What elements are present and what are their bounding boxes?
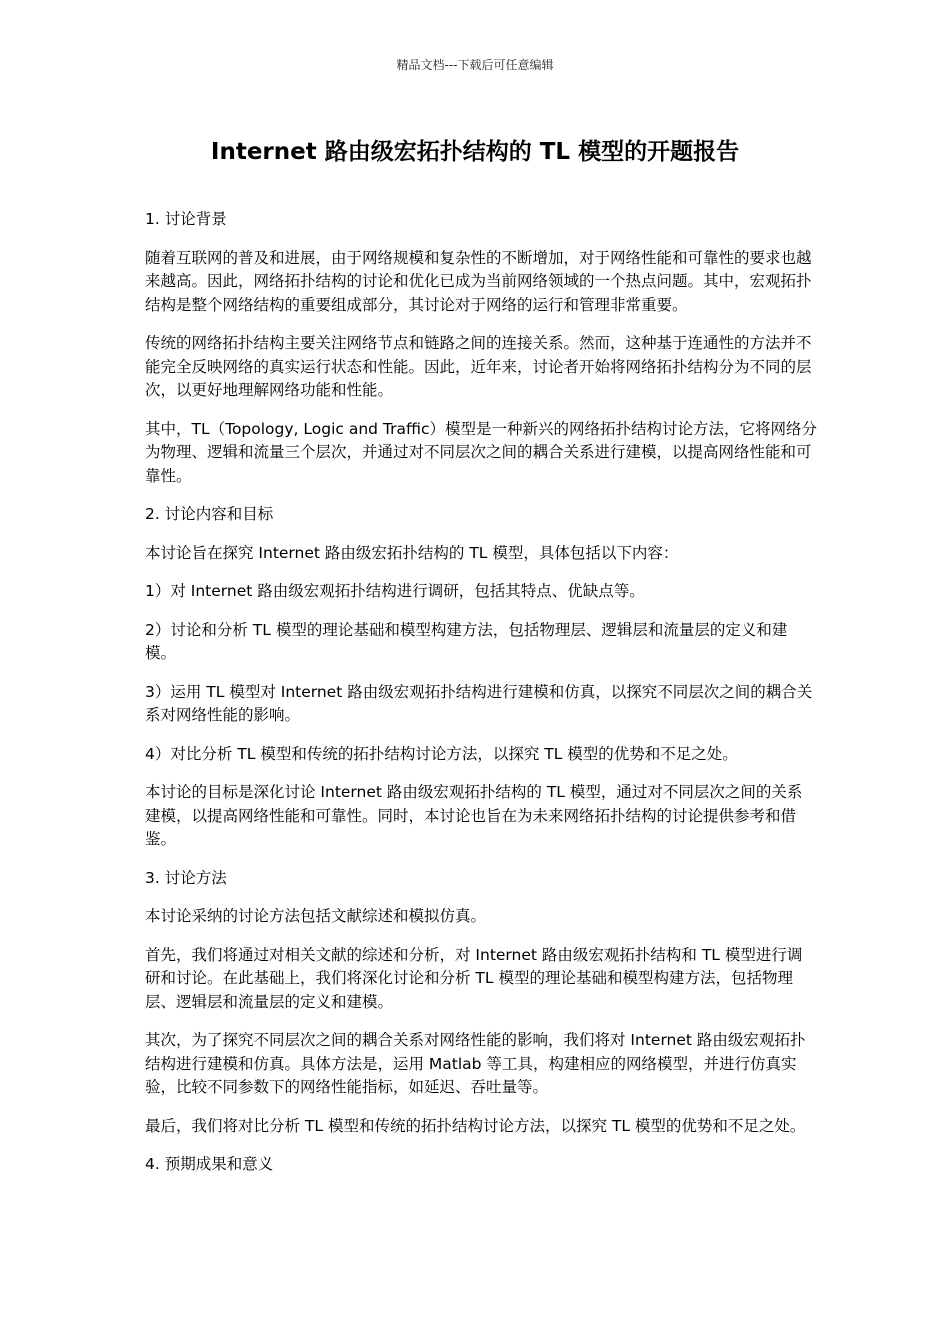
list-item: 3）运用 TL 模型对 Internet 路由级宏观拓扑结构进行建模和仿真，以探究不同层次之间的耦合关系对网络性能的影响。 (145, 682, 813, 724)
paragraph: 最后，我们将对比分析 TL 模型和传统的拓扑结构讨论方法，以探究 TL 模型的优势和不足之处。 (145, 1116, 806, 1135)
section-heading-content-goals: 2. 讨论内容和目标 (145, 505, 274, 523)
page-header: 精品文档---下载后可任意编辑 (396, 58, 554, 72)
paragraph: 随着互联网的普及和进展，由于网络规模和复杂性的不断增加，对于网络性能和可靠性的要求也越来越高。因此，网络拓扑结构的讨论和优化已成为当前网络领域的一个热点问题。其中，宏观拓扑结构是整个网络结构的重要组成部分，其讨论对于网络的运行和管理非常重要。 (145, 248, 812, 314)
document-body (145, 208, 817, 1192)
section-heading-background: 1. 讨论背景 (145, 210, 227, 228)
paragraph: 本讨论采纳的讨论方法包括文献综述和模拟仿真。 (145, 907, 487, 925)
list-item: 1）对 Internet 路由级宏观拓扑结构进行调研，包括其特点、优缺点等。 (145, 582, 645, 600)
paragraph: 其次，为了探究不同层次之间的耦合关系对网络性能的影响，我们将对 Internet 路由级宏观拓扑结构进行建模和仿真。具体方法是，运用 Matlab 等工具，构建相应的网络模型，并进行仿真实验，比较不同参数下的网络性能指标，如延迟、吞吐量等。 (145, 1031, 806, 1096)
list-item: 4）对比分析 TL 模型和传统的拓扑结构讨论方法，以探究 TL 模型的优势和不足之处。 (145, 744, 738, 763)
section-heading-outcomes: 4. 预期成果和意义 (145, 1155, 274, 1173)
section-heading-methods: 3. 讨论方法 (145, 868, 227, 887)
list-item: 2）讨论和分析 TL 模型的理论基础和模型构建方法，包括物理层、逻辑层和流量层的定义和建模。 (145, 620, 788, 662)
paragraph: 本讨论旨在探究 Internet 路由级宏拓扑结构的 TL 模型，具体包括以下内容： (145, 543, 679, 562)
paragraph: 传统的网络拓扑结构主要关注网络节点和链路之间的连接关系。然而，这种基于连通性的方法并不能完全反映网络的真实运行状态和性能。因此，近年来，讨论者开始将网络拓扑结构分为不同的层次，以更好地理解网络功能和性能。 (145, 334, 812, 399)
paragraph: 首先，我们将通过对相关文献的综述和分析，对 Internet 路由级宏观拓扑结构和 TL 模型进行调研和讨论。在此基础上，我们将深化讨论和分析 TL 模型的理论基础和模型构建方法，包括物理层、逻辑层和流量层的定义和建模。 (145, 945, 803, 1011)
document-title: Internet 路由级宏拓扑结构的 TL 模型的开题报告 (210, 139, 740, 165)
paragraph: 本讨论的目标是深化讨论 Internet 路由级宏观拓扑结构的 TL 模型，通过对不同层次之间的关系建模，以提高网络性能和可靠性。同时，本讨论也旨在为未来网络拓扑结构的讨论提供参考和借鉴。 (145, 783, 803, 848)
paragraph: 其中，TL（Topology, Logic and Traffic）模型是一种新兴的网络拓扑结构讨论方法，它将网络分为物理、逻辑和流量三个层次，并通过对不同层次之间的耦合关系进行建模，以提高网络性能和可靠性。 (145, 419, 817, 485)
